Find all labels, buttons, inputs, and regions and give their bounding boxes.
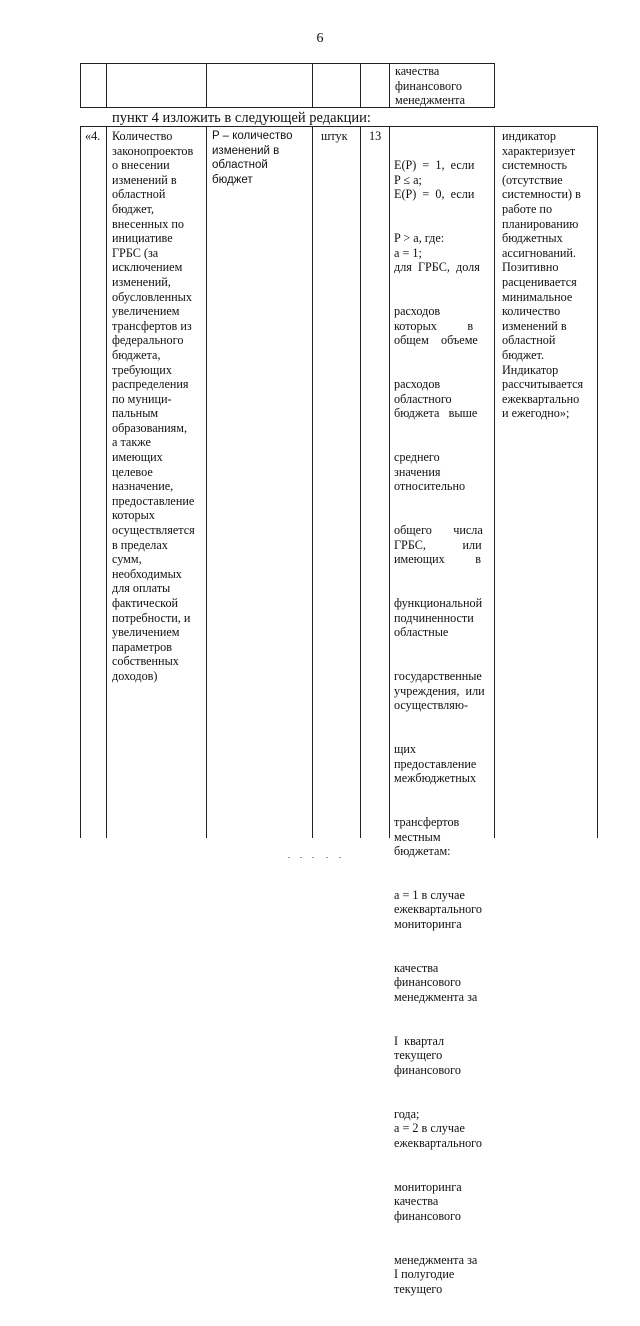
table-border xyxy=(389,126,390,838)
table-border xyxy=(106,126,107,838)
indicator-name: Количество законопроектов о внесении изменений в областной бюджет, внесенных по инициативе ГРБС (за исключением изменений, обусловленных увеличением трансфертов из федерального бюджета, требующих распределения по муници- пальным образованиям, а также имеющих целевое назначение, предоставление которых осуществляется в пределах сумм, необходимых для оплаты фактической потребности, и увеличением параметров собственных доходов) xyxy=(112,129,195,683)
table-border xyxy=(494,63,495,108)
table-border xyxy=(312,63,313,108)
page-number: 6 xyxy=(316,31,324,46)
table-border xyxy=(80,126,81,838)
calculation-method: E(P) = 1, если P ≤ a; E(P) = 0, если P > a, где: a = 1; для ГРБС, доля расходов которых в общем объеме расходов областного бюджета выше среднего значения относительно общего числа ГРБС, или имеющих в функциональной подчиненности областные государственные учреждения, или осуществляю- щих предоставление межбюджетных трансфертов местным бюджетам: a = 1 в случае ежеквартального мониторинга качества финансового менеджмента за I квартал текущего финансового года; a = 2 в случае ежеквартального мониторинга качества финансового менеджмента за I полугодие текущего xyxy=(394,158,485,1296)
table-border xyxy=(206,63,207,108)
table-border xyxy=(312,126,313,838)
table-border xyxy=(80,126,598,127)
table-border xyxy=(389,63,390,108)
table-border xyxy=(80,63,81,108)
table-border xyxy=(494,126,495,838)
top-methodology-cell: качества финансового менеджмента xyxy=(395,64,466,108)
indicator-weight: 13 xyxy=(369,129,382,143)
indicator-comment: индикатор характеризует системность (отсутствие системности) в работе по планированию бюджетных ассигнований. Позитивно расценивается минимальное количество изменений в областной бюджет. Индикатор рассчитывается ежеквартально и ежегодно»; xyxy=(502,129,584,421)
table-border xyxy=(106,63,107,108)
instruction-text: пункт 4 изложить в следующей редакции: xyxy=(112,110,371,126)
indicator-formula: P – количество изменений в областной бюджет xyxy=(212,130,293,186)
table-border xyxy=(360,63,361,108)
table-border xyxy=(206,126,207,838)
table-border xyxy=(360,126,361,838)
table-border xyxy=(597,126,598,838)
unit-of-measure: штук xyxy=(321,129,348,143)
row-number: «4. xyxy=(85,129,101,143)
